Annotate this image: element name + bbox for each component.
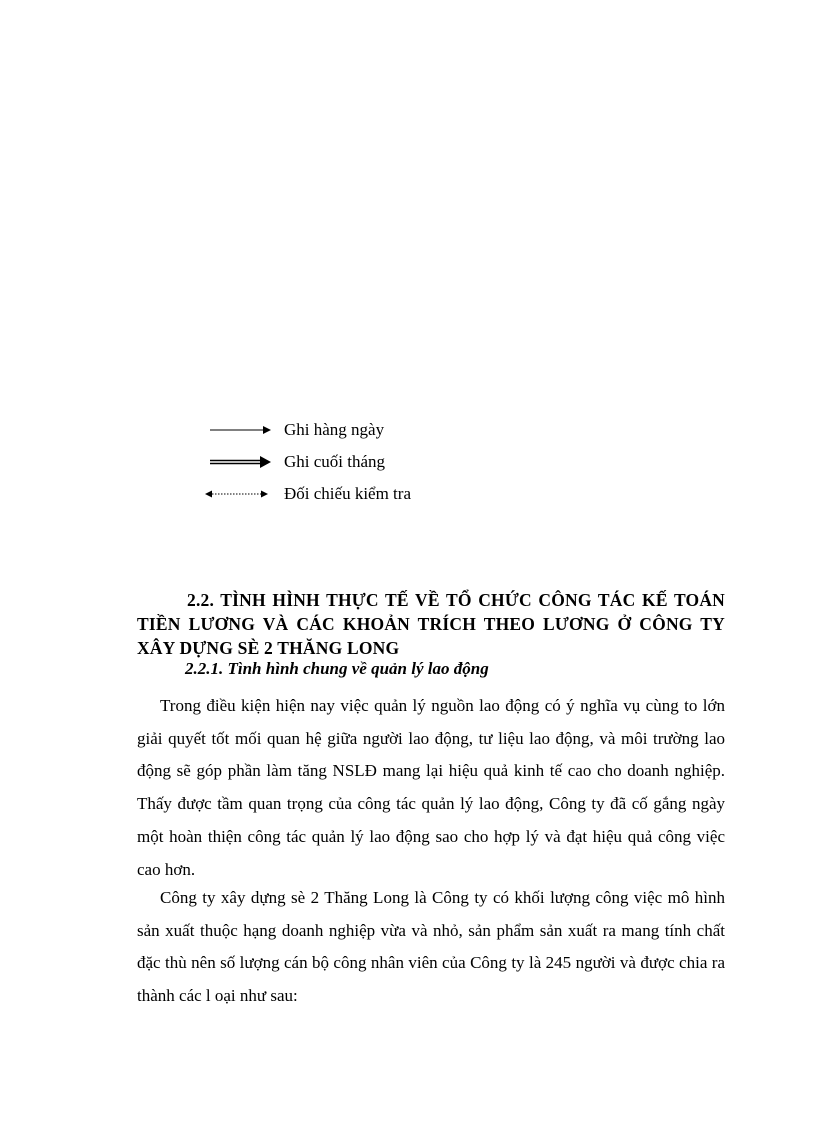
dotted-double-headed-arrow-icon bbox=[205, 487, 271, 501]
legend-item-daily bbox=[205, 416, 505, 448]
diagram-legend bbox=[205, 416, 505, 512]
legend-item-reconcile bbox=[205, 480, 505, 512]
legend-label-reconcile: Đối chiếu kiểm tra bbox=[284, 484, 411, 503]
thin-arrow-icon bbox=[205, 423, 271, 437]
subsection-heading: 2.2.1. Tình hình chung về quản lý lao động bbox=[185, 659, 489, 678]
body-paragraph-2: Công ty xây dựng sè 2 Thăng Long là Công ty có khối lượng công việc mô hình sản xuất thuộc hạng doanh nghiệp vừa và nhỏ, sản phẩm sản xuất ra mang tính chất đặc thù nên số lượng cán bộ công nhân viên của Công ty là 245 người và được chia ra thành các l oại như sau: bbox=[137, 888, 725, 1006]
legend-item-month-end bbox=[205, 448, 505, 480]
section-heading bbox=[137, 588, 725, 660]
legend-label-month-end: Ghi cuối tháng bbox=[284, 452, 386, 471]
section-heading-text: 2.2. TÌNH HÌNH THỰC TẾ VỀ TỔ CHỨC CÔNG TÁC KẾ TOÁN TIỀN LƯƠNG VÀ CÁC KHOẢN TRÍCH THEO LƯƠNG Ở CÔNG TY XÂY DỰNG SÈ 2 THĂNG LONG bbox=[137, 590, 725, 658]
body-paragraph-1: Trong điều kiện hiện nay việc quản lý nguồn lao động có ý nghĩa vụ cùng to lớn giải quyết tốt mối quan hệ giữa người lao động, tư liệu lao động, và môi trường lao động sẽ góp phần làm tăng NSLĐ mang lại hiệu quả kinh tế cao cho doanh nghiệp. Thấy được tầm quan trọng của công tác quản lý lao động, Công ty đã cố gắng ngày một hoàn thiện công tác quản lý lao động sao cho hợp lý và đạt hiệu quả công việc cao hơn. bbox=[137, 696, 725, 879]
legend-label-daily: Ghi hàng ngày bbox=[284, 420, 385, 439]
double-arrow-icon bbox=[205, 455, 271, 469]
